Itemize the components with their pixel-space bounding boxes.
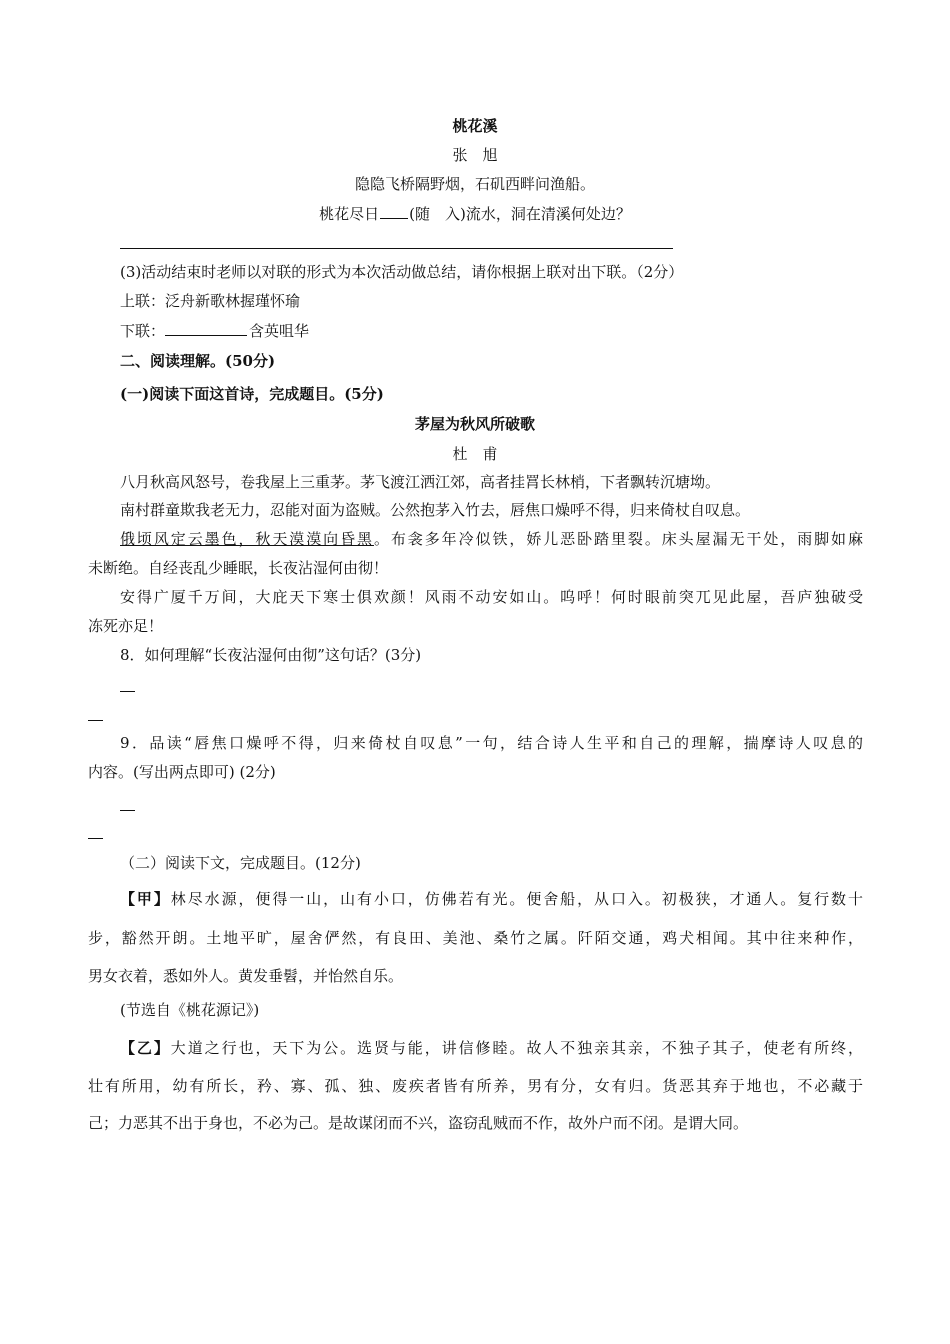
passage-yi-line: 壮有所用，幼有所长，矜、寡、孤、独、废疾者皆有所养，男有分，女有归。货恶其弃于地也，不必藏于 (88, 1077, 863, 1095)
poem-line-with-blank (0, 203, 950, 224)
lower-couplet-label: 下联： (120, 322, 166, 340)
answer-line (120, 248, 673, 249)
poem-title: 桃花溪 (452, 117, 498, 135)
poem-line-end: (随 入)流水，洞在清溪何处边？ (409, 205, 631, 223)
lower-couplet-tail: 含英咀华 (249, 322, 310, 340)
poem-2-paragraph: 南村群童欺我老无力，忍能对面为盗贼。公然抱茅入竹去，唇焦口燥呼不得，归来倚杖自叹息。 (120, 501, 751, 519)
underlined-phrase: 俄顷风定云墨色，秋天漠漠向昏黑 (120, 530, 374, 548)
passage-jia-tag: 【甲】 (120, 890, 171, 908)
answer-line[interactable] (120, 810, 135, 811)
couplet-blank[interactable] (165, 320, 247, 336)
question-9-continued: 内容。(写出两点即可) (2分) (88, 763, 276, 781)
passage-jia (120, 889, 863, 909)
question-3-prompt: (3)活动结束时老师以对联的形式为本次活动做总结，请你根据上联对出下联。（2分） (120, 263, 684, 281)
passage-jia-line: 步，豁然开朗。土地平旷，屋舍俨然，有良田、美池、桑竹之属。阡陌交通，鸡犬相闻。其中往来种作， (88, 929, 863, 947)
passage-text: 林尽水源，便得一山，山有小口，仿佛若有光。便舍船，从口入。初极狭，才通人。复行数十 (170, 890, 863, 908)
poem-line: 隐隐飞桥隔野烟，石矶西畔问渔船。 (354, 175, 595, 193)
fill-blank[interactable] (380, 203, 408, 219)
part-2-heading: （二）阅读下文，完成题目。(12分) (120, 854, 361, 872)
passage-jia-line: 男女衣着，悉如外人。黄发垂髫，并怡然自乐。 (88, 967, 404, 985)
poem-2-title: 茅屋为秋风所破歌 (414, 415, 535, 433)
upper-couplet: 上联：泛舟新歌林握瑾怀瑜 (120, 292, 301, 310)
poem-line-start: 桃花尽日 (319, 205, 380, 223)
answer-line[interactable] (88, 838, 103, 839)
poem-2-paragraph-continued: 未断绝。自经丧乱少睡眠，长夜沾湿何由彻！ (88, 559, 389, 577)
passage-yi-tag: 【乙】 (120, 1039, 171, 1057)
answer-line[interactable] (120, 691, 135, 692)
passage-yi-line: 己；力恶其不出于身也，不必为己。是故谋闭而不兴，盗窃乱贼而不作，故外户而不闭。是谓大同。 (88, 1114, 749, 1132)
lower-couplet (120, 320, 309, 341)
answer-line[interactable] (88, 720, 103, 721)
paragraph-text: 。布衾多年冷似铁，娇儿恶卧踏里裂。床头屋漏无干处，雨脚如麻 (373, 530, 863, 548)
passage-yi (120, 1038, 863, 1058)
section-heading: 二、阅读理解。(50分) (120, 352, 276, 370)
passage-text: 大道之行也，天下为公。选贤与能，讲信修睦。故人不独亲其亲，不独子其子，使老有所终， (170, 1039, 863, 1057)
poem-2-paragraph-continued: 冻死亦足！ (88, 617, 164, 635)
passage-source: (节选自《桃花源记》) (120, 1001, 260, 1019)
question-9: 9．品读“唇焦口燥呼不得，归来倚杖自叹息”一句，结合诗人生平和自己的理解，揣摩诗人叹息的 (120, 734, 863, 752)
poem-author: 张 旭 (452, 146, 498, 164)
poem-2-paragraph (120, 529, 863, 549)
poem-2-paragraph: 八月秋高风怒号，卷我屋上三重茅。茅飞渡江洒江郊，高者挂罥长林梢，下者飘转沉塘坳。 (120, 473, 721, 491)
poem-2-author: 杜 甫 (452, 445, 498, 463)
part-1-heading: (一)阅读下面这首诗，完成题目。(5分) (120, 385, 384, 403)
poem-2-paragraph: 安得广厦千万间，大庇天下寒士俱欢颜！风雨不动安如山。呜呼！何时眼前突兀见此屋，吾庐独破受 (120, 588, 863, 606)
question-8: 8．如何理解“长夜沾湿何由彻”这句话？(3分) (120, 646, 422, 664)
